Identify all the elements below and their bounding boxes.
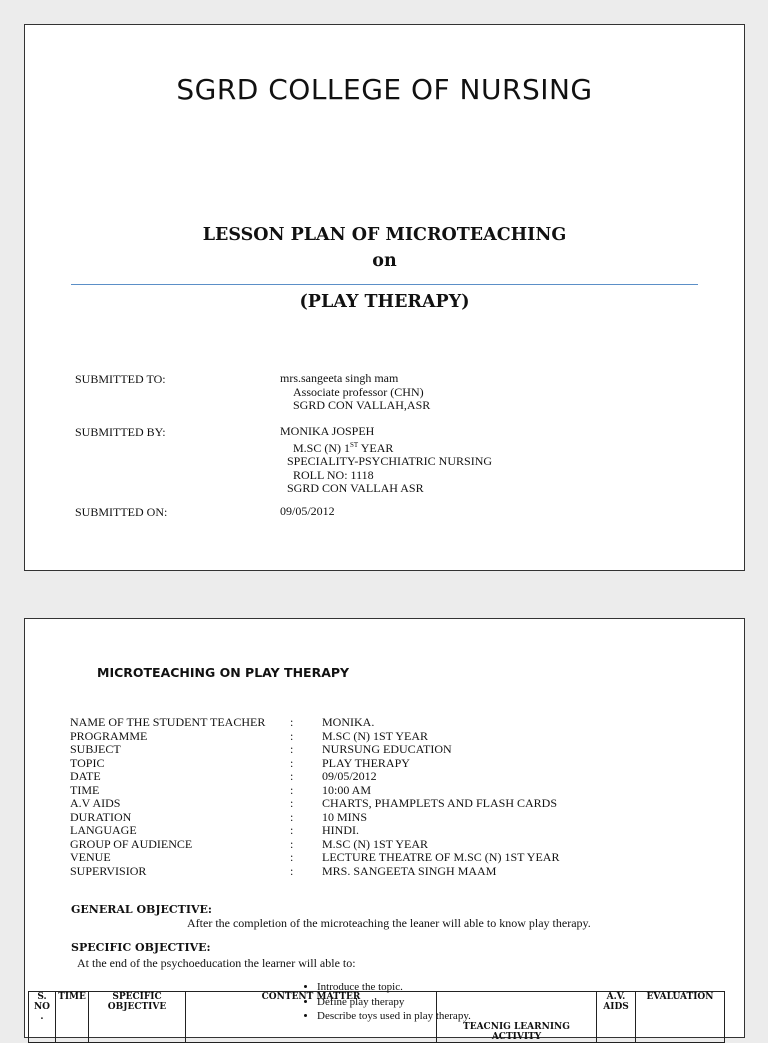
lesson-detail-row bbox=[70, 851, 559, 865]
lesson-detail-row bbox=[70, 770, 559, 784]
lesson-detail-row bbox=[70, 824, 559, 838]
lesson-plan-title: LESSON PLAN OF MICROTEACHING bbox=[202, 225, 567, 245]
table-header-cell: TEACNIG LEARNING ACTIVITY bbox=[437, 992, 597, 1043]
specific-objective-list bbox=[299, 980, 471, 1024]
specific-objective-text: At the end of the psychoeducation the learner will able to: bbox=[77, 956, 356, 970]
lesson-detail-row bbox=[70, 730, 559, 744]
submitted-by-line: M.SC (N) 1ST YEAR bbox=[293, 440, 394, 455]
table-header-cell: A.V. AIDS bbox=[597, 992, 636, 1043]
detail-key: PROGRAMME bbox=[70, 728, 148, 743]
detail-value: LECTURE THEATRE OF M.SC (N) 1ST YEAR bbox=[322, 850, 560, 864]
detail-value: 10:00 AM bbox=[322, 782, 372, 797]
detail-key: DATE bbox=[70, 769, 101, 783]
lesson-detail-row bbox=[70, 757, 559, 771]
detail-value: PLAY THERAPY bbox=[322, 755, 410, 770]
submitted-by-block bbox=[280, 425, 492, 496]
lesson-detail-row bbox=[70, 784, 559, 798]
detail-separator: : bbox=[290, 769, 294, 783]
detail-key: DURATION bbox=[70, 809, 132, 824]
submitted-on-label: SUBMITTED ON: bbox=[75, 505, 168, 519]
detail-separator: : bbox=[290, 809, 294, 824]
submitted-by-label: SUBMITTED BY: bbox=[75, 425, 166, 439]
lesson-detail-row bbox=[70, 797, 559, 811]
detail-key: VENUE bbox=[70, 850, 111, 864]
detail-value: M.SC (N) 1ST YEAR bbox=[322, 728, 429, 743]
submitted-by-line: ROLL NO: 1118 bbox=[293, 467, 374, 482]
detail-separator: : bbox=[290, 755, 294, 770]
title-divider bbox=[71, 284, 698, 285]
detail-key: TOPIC bbox=[70, 755, 105, 770]
submitted-by-line: SPECIALITY-PSYCHIATRIC NURSING bbox=[287, 454, 493, 468]
table-header-cell: TIME bbox=[56, 992, 89, 1043]
general-objective-text: After the completion of the microteaching the leaner will able to know play therapy. bbox=[187, 916, 591, 930]
cover-page bbox=[24, 24, 745, 571]
detail-value: CHARTS, PHAMPLETS AND FLASH CARDS bbox=[322, 796, 557, 810]
lesson-detail-row bbox=[70, 716, 559, 730]
specific-objective-heading: SPECIFIC OBJECTIVE: bbox=[71, 941, 211, 954]
detail-key: A.V AIDS bbox=[70, 796, 121, 810]
submitted-by-line: SGRD CON VALLAH ASR bbox=[287, 481, 424, 495]
detail-value: HINDI. bbox=[322, 823, 359, 837]
detail-separator: : bbox=[290, 728, 294, 743]
detail-separator: : bbox=[290, 742, 294, 756]
list-item: • Introduce the topic. bbox=[317, 980, 471, 995]
detail-key: GROUP OF AUDIENCE bbox=[70, 836, 193, 851]
submitted-to-label: SUBMITTED TO: bbox=[75, 372, 166, 386]
detail-separator: : bbox=[290, 715, 294, 729]
college-name: SGRD COLLEGE OF NURSING bbox=[176, 73, 593, 106]
detail-value: MONIKA. bbox=[322, 715, 375, 729]
detail-separator: : bbox=[290, 850, 294, 864]
lesson-detail-row bbox=[70, 811, 559, 825]
detail-value: MRS. SANGEETA SINGH MAAM bbox=[322, 863, 497, 878]
general-objective-heading: GENERAL OBJECTIVE: bbox=[71, 903, 212, 916]
lesson-detail-row bbox=[70, 838, 559, 852]
lesson-detail-row bbox=[70, 743, 559, 757]
detail-key: SUBJECT bbox=[70, 742, 121, 756]
detail-key: LANGUAGE bbox=[70, 823, 137, 837]
table-header-cell: SPECIFIC OBJECTIVE bbox=[89, 992, 186, 1043]
detail-separator: : bbox=[290, 823, 294, 837]
microteaching-title: MICROTEACHING ON PLAY THERAPY bbox=[97, 665, 350, 680]
submitted-to-line: mrs.sangeeta singh mam bbox=[280, 371, 399, 385]
list-item: • Describe toys used in play therapy. bbox=[317, 1009, 471, 1024]
lesson-plan-page bbox=[24, 618, 745, 1042]
table-header-cell: S. NO . bbox=[29, 992, 56, 1043]
detail-key: TIME bbox=[70, 782, 100, 797]
detail-value: 10 MINS bbox=[322, 809, 368, 824]
submitted-by-line: MONIKA JOSPEH bbox=[280, 424, 375, 438]
detail-key: SUPERVISIOR bbox=[70, 863, 147, 878]
lesson-plan-on: on bbox=[372, 251, 397, 271]
submitted-to-block bbox=[280, 372, 430, 413]
table-header-cell: EVALUATION bbox=[636, 992, 725, 1043]
detail-value: 09/05/2012 bbox=[322, 769, 377, 783]
detail-key: NAME OF THE STUDENT TEACHER bbox=[70, 715, 266, 729]
detail-value: NURSUNG EDUCATION bbox=[322, 742, 452, 756]
submitted-on-value: 09/05/2012 bbox=[280, 504, 335, 518]
table-header-cell: CONTENT MATTER bbox=[186, 992, 437, 1043]
lesson-detail-row bbox=[70, 865, 559, 879]
topic-title: (PLAY THERAPY) bbox=[299, 292, 470, 312]
detail-value: M.SC (N) 1ST YEAR bbox=[322, 836, 429, 851]
detail-separator: : bbox=[290, 836, 294, 851]
detail-separator: : bbox=[290, 796, 294, 810]
lesson-details-list bbox=[70, 716, 559, 878]
submitted-to-line: Associate professor (CHN) bbox=[293, 384, 424, 399]
list-item: • Define play therapy bbox=[317, 995, 471, 1010]
detail-separator: : bbox=[290, 863, 294, 878]
submitted-to-line: SGRD CON VALLAH,ASR bbox=[293, 398, 431, 412]
detail-separator: : bbox=[290, 782, 294, 797]
